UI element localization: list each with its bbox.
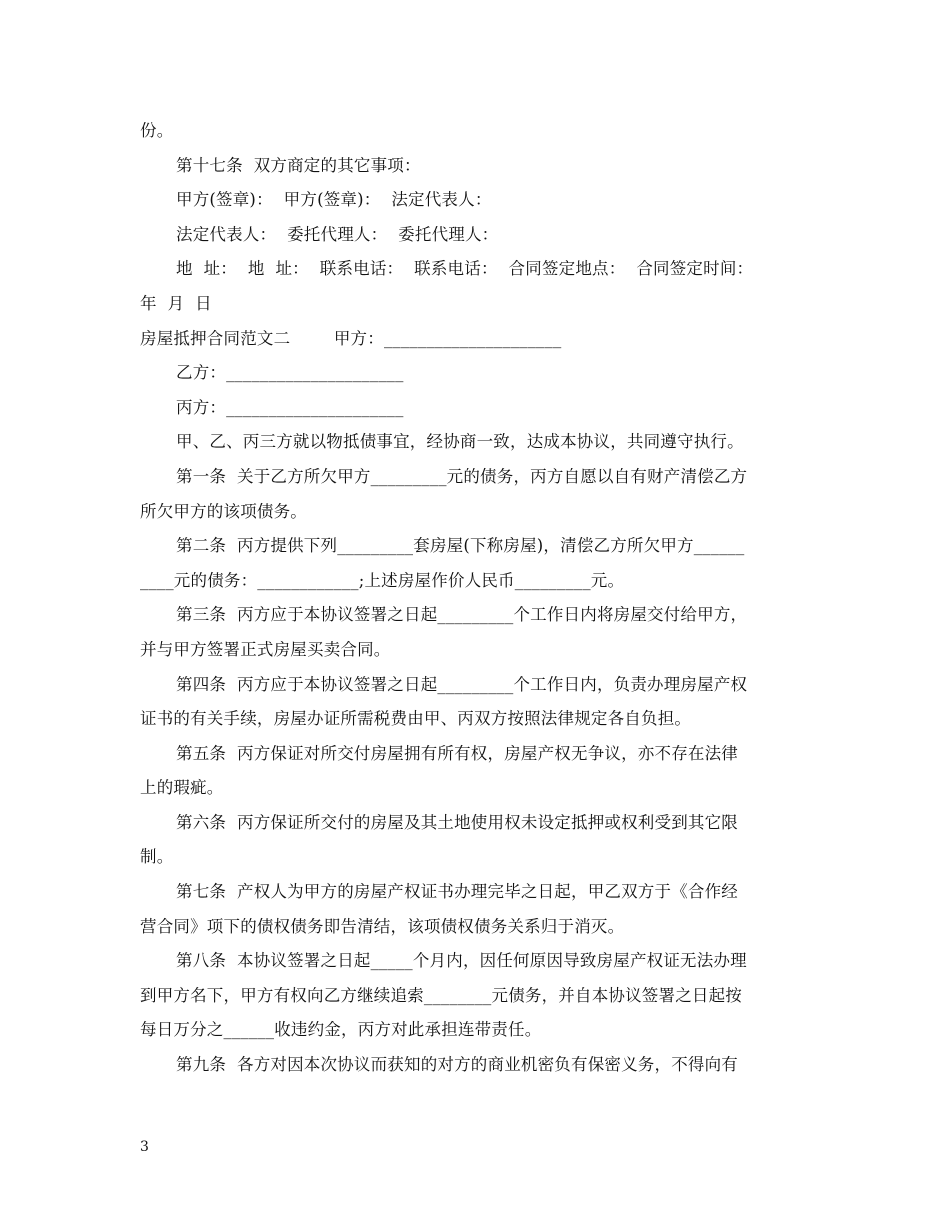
text-line: 第六条 丙方保证所交付的房屋及其土地使用权未设定抵押或权利受到其它限 (176, 812, 738, 832)
text-line: ____元的债务：____________;上述房屋作价人民币_________元。 (140, 570, 625, 590)
text-line: 第五条 丙方保证对所交付房屋拥有所有权，房屋产权无争议，亦不存在法律 (176, 743, 738, 763)
text-line: 制。 (140, 847, 174, 867)
text-line: 份。 (140, 121, 174, 140)
text-line: 第九条 各方对因本次协议而获知的对方的商业机密负有保密义务，不得向有 (176, 1055, 738, 1075)
text-line: 法定代表人： 委托代理人： 委托代理人： (176, 224, 499, 244)
text-line: 所欠甲方的该项债务。 (140, 501, 307, 521)
text-line: 第八条 本协议签署之日起_____个月内，因任何原因导致房屋产权证无法办理 (176, 951, 747, 971)
text-line: 并与甲方签署正式房屋买卖合同。 (140, 639, 391, 659)
text-line: 乙方：_____________________ (176, 363, 404, 383)
text-line: 每日万分之______收违约金，丙方对此承担连带责任。 (140, 1020, 542, 1040)
text-line: 房屋抵押合同范文二 甲方：_____________________ (140, 328, 562, 348)
document-body (140, 114, 812, 1083)
text-line: 第四条 丙方应于本协议签署之日起_________个工作日内，负责办理房屋产权 (176, 674, 748, 694)
page-number: 3 (140, 1139, 149, 1155)
text-line: 地 址： 地 址： 联系电话： 联系电话： 合同签定地点： 合同签定时间： (176, 259, 754, 279)
text-line: 第二条 丙方提供下列_________套房屋(下称房屋)，清偿乙方所欠甲方______ (176, 536, 745, 556)
text-line: 甲、乙、丙三方就以物抵债事宜，经协商一致，达成本协议，共同遵守执行。 (176, 432, 744, 452)
text-line: 证书的有关手续，房屋办证所需税费由甲、丙双方按照法律规定各自负担。 (140, 709, 692, 729)
text-line: 第一条 关于乙方所欠甲方_________元的债务，丙方自愿以自有财产清偿乙方 (176, 466, 748, 486)
text-line: 年 月 日 (140, 293, 212, 313)
text-line: 丙方：_____________________ (176, 397, 404, 417)
text-line: 上的瑕疵。 (140, 778, 224, 798)
text-line: 到甲方名下，甲方有权向乙方继续追索________元债务，并自本协议签署之日起按 (140, 985, 742, 1005)
text-line: 第十七条 双方商定的其它事项： (176, 155, 421, 175)
text-line: 营合同》项下的债权债务即告清结，该项债权债务关系归于消灭。 (140, 916, 625, 936)
text-line: 甲方(签章)： 甲方(签章)： 法定代表人： (176, 190, 492, 210)
text-line: 第三条 丙方应于本协议签署之日起_________个工作日内将房屋交付给甲方， (176, 605, 748, 625)
text-line: 第七条 产权人为甲方的房屋产权证书办理完毕之日起，甲乙双方于《合作经 (176, 882, 738, 902)
